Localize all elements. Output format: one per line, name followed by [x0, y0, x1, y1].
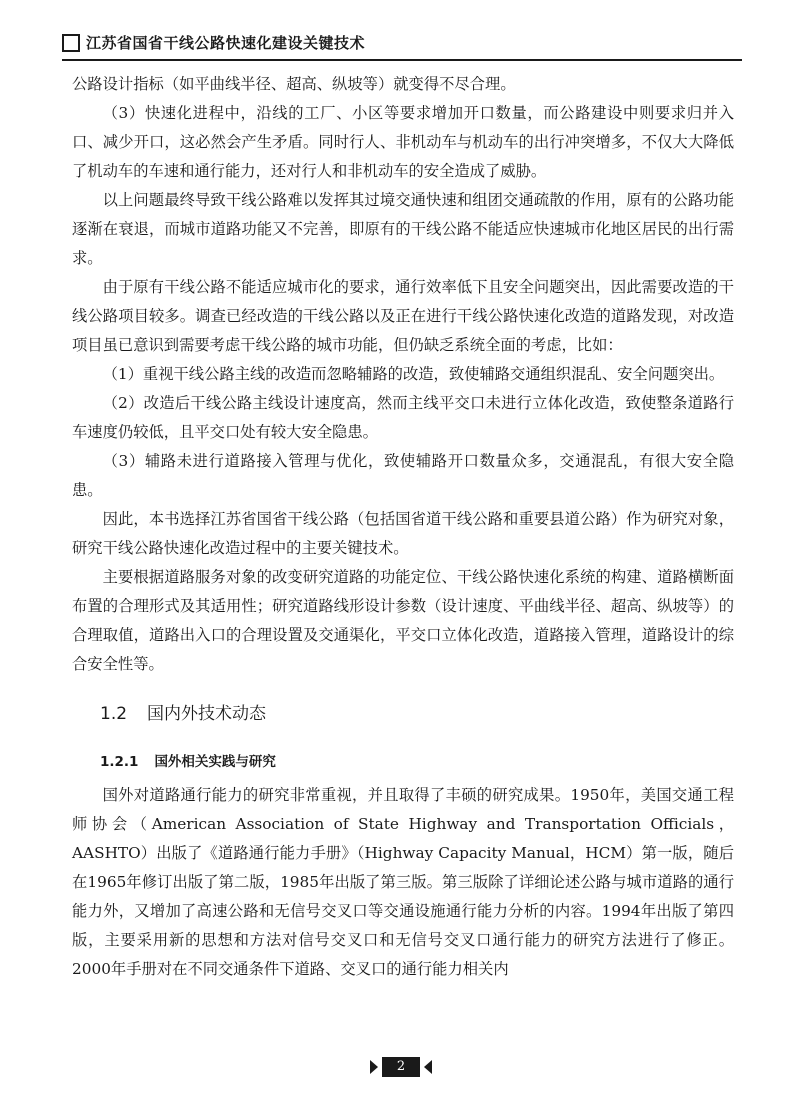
list-item: （2）改造后干线公路主线设计速度高，然而主线平交口未进行立体化改造，致使整条道路行车速度仍较低，且平交口处有较大安全隐患。 — [72, 394, 734, 441]
triangle-right-icon — [370, 1060, 378, 1074]
paragraph: 国外对道路通行能力的研究非常重视，并且取得了丰硕的研究成果。1950年，美国交通工程师协会（American Association of State Highway and Transportation Officials，AASHTO）出版了《道路通行能力手册》（Highway Capacity Manual，HCM）第一版，随后在1965年修订出版了第二版，1985年出版了第三版。第三版除了详细论述公路与城市道路的通行能力外，又增加了高速公路和无信号交叉口等交通设施通行能力分析的内容。1994年出版了第四版，主要采用新的思想和方法对信号交叉口和无信号交叉口通行能力的研究方法进行了修正。2000年手册对在不同交通条件下道路、交叉口的通行能力相关内 — [72, 786, 734, 978]
paragraph-continuation: 公路设计指标（如平曲线半径、超高、纵坡等）就变得不尽合理。 — [72, 75, 516, 93]
header-rule — [62, 59, 742, 61]
header-square-icon — [62, 34, 80, 52]
subsection-heading — [100, 747, 734, 777]
section-title: 国内外技术动态 — [147, 704, 267, 724]
paragraph: 因此，本书选择江苏省国省干线公路（包括国省道干线公路和重要县道公路）作为研究对象，研究干线公路快速化改造过程中的主要关键技术。 — [72, 510, 734, 557]
paragraph: 以上问题最终导致干线公路难以发挥其过境交通快速和组团交通疏散的作用，原有的公路功能逐渐在衰退，而城市道路功能又不完善，即原有的干线公路不能适应快速城市化地区居民的出行需求。 — [72, 191, 734, 267]
running-header — [62, 20, 742, 60]
page-body — [72, 70, 734, 984]
subsection-number: 1.2.1 — [100, 754, 139, 770]
section-heading — [100, 699, 734, 729]
paragraph: 由于原有干线公路不能适应城市化的要求，通行效率低下且安全问题突出，因此需要改造的干线公路项目较多。调查已经改造的干线公路以及正在进行干线公路快速化改造的道路发现，对改造项目虽已意识到需要考虑干线公路的城市功能，但仍缺乏系统全面的考虑，比如： — [72, 278, 734, 354]
list-item: （3）辅路未进行道路接入管理与优化，致使辅路开口数量众多，交通混乱，有很大安全隐患。 — [72, 452, 734, 499]
paragraph: （3）快速化进程中，沿线的工厂、小区等要求增加开口数量，而公路建设中则要求归并入口、减少开口，这必然会产生矛盾。同时行人、非机动车与机动车的出行冲突增多，不仅大大降低了机动车的车速和通行能力，还对行人和非机动车的安全造成了威胁。 — [72, 104, 734, 180]
page-number: 2 — [382, 1057, 420, 1077]
subsection-title: 国外相关实践与研究 — [154, 754, 276, 770]
triangle-left-icon — [424, 1060, 432, 1074]
list-item: （1）重视干线公路主线的改造而忽略辅路的改造，致使辅路交通组织混乱、安全问题突出。 — [102, 365, 725, 383]
paragraph: 主要根据道路服务对象的改变研究道路的功能定位、干线公路快速化系统的构建、道路横断面布置的合理形式及其适用性；研究道路线形设计参数（设计速度、平曲线半径、超高、纵坡等）的合理取值，道路出入口的合理设置及交通渠化，平交口立体化改造，道路接入管理，道路设计的综合安全性等。 — [72, 568, 734, 673]
header-title: 江苏省国省干线公路快速化建设关键技术 — [86, 34, 366, 52]
section-number: 1.2 — [100, 704, 128, 724]
page-footer — [366, 1057, 436, 1077]
